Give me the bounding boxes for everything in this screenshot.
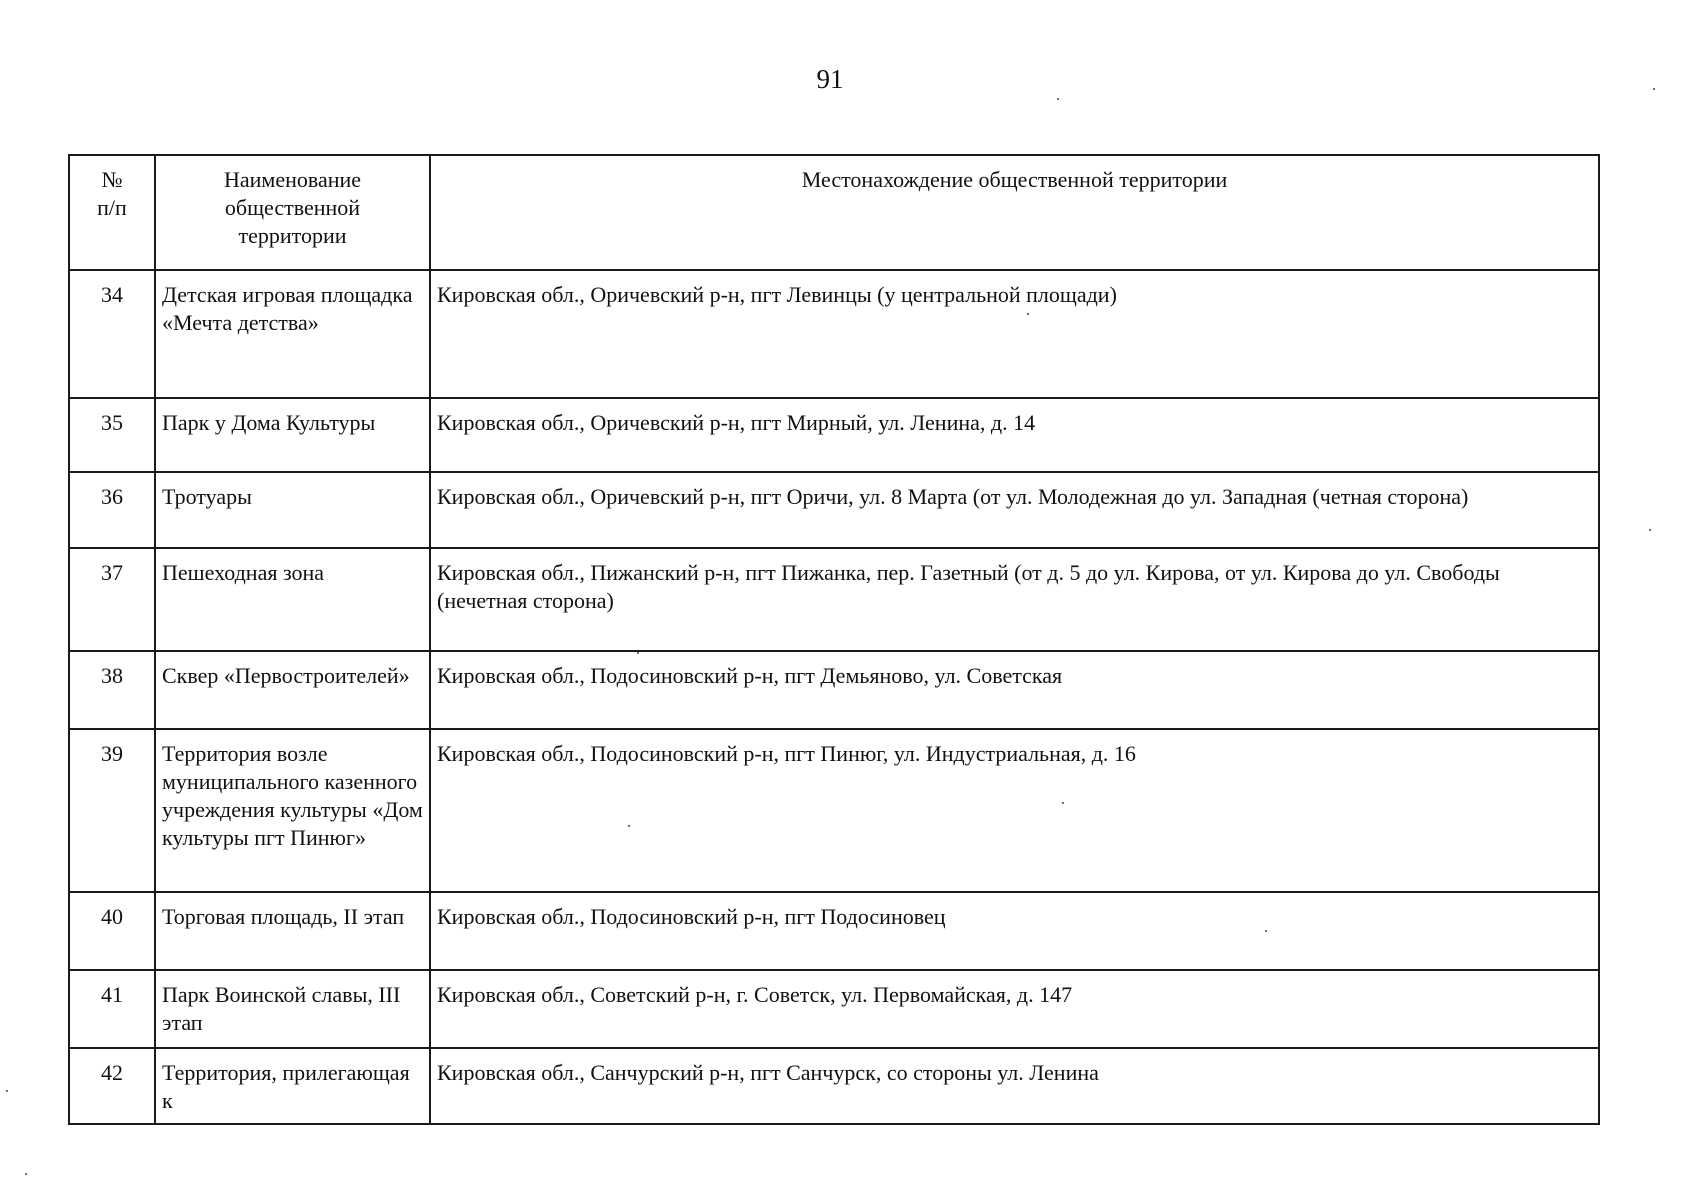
header-name	[155, 155, 430, 270]
row-location: Кировская обл., Оричевский р-н, пгт Левинцы (у центральной площади)	[430, 270, 1599, 398]
scan-speck	[1062, 802, 1064, 804]
row-number: 36	[69, 472, 155, 548]
table-row	[69, 651, 1599, 729]
header-location	[430, 155, 1599, 270]
scan-speck	[6, 1090, 8, 1092]
table-header-row	[69, 155, 1599, 270]
table-row	[69, 1048, 1599, 1124]
row-name: Тротуары	[155, 472, 430, 548]
row-number: 38	[69, 651, 155, 729]
row-location: Кировская обл., Пижанский р-н, пгт Пижанка, пер. Газетный (от д. 5 до ул. Кирова, от ул. Кирова до ул. Свободы (нечетная сторона)	[430, 548, 1599, 651]
row-location: Кировская обл., Оричевский р-н, пгт Оричи, ул. 8 Марта (от ул. Молодежная до ул. Западная (четная сторона)	[430, 472, 1599, 548]
table-row	[69, 472, 1599, 548]
row-location: Кировская обл., Подосиновский р-н, пгт Пинюг, ул. Индустриальная, д. 16	[430, 729, 1599, 892]
row-name: Пешеходная зона	[155, 548, 430, 651]
scan-speck	[628, 825, 630, 827]
row-number: 41	[69, 970, 155, 1048]
header-number-label: № п/п	[97, 167, 127, 220]
row-name: Парк у Дома Культуры	[155, 398, 430, 472]
table-row	[69, 548, 1599, 651]
row-location: Кировская обл., Оричевский р-н, пгт Мирный, ул. Ленина, д. 14	[430, 398, 1599, 472]
scan-speck	[1649, 529, 1651, 531]
row-name: Территория, прилегающая к	[155, 1048, 430, 1124]
scan-speck	[637, 652, 639, 654]
row-location: Кировская обл., Советский р-н, г. Советск, ул. Первомайская, д. 147	[430, 970, 1599, 1048]
row-location: Кировская обл., Подосиновский р-н, пгт Подосиновец	[430, 892, 1599, 970]
table-row	[69, 970, 1599, 1048]
table-row	[69, 892, 1599, 970]
table-row	[69, 270, 1599, 398]
row-name: Территория возле муниципального казенного учреждения культуры «Дом культуры пгт Пинюг»	[155, 729, 430, 892]
table-row	[69, 729, 1599, 892]
row-name: Детская игровая площадка «Мечта детства»	[155, 270, 430, 398]
row-number: 39	[69, 729, 155, 892]
scan-speck	[1265, 930, 1267, 932]
row-number: 34	[69, 270, 155, 398]
row-location: Кировская обл., Подосиновский р-н, пгт Демьяново, ул. Советская	[430, 651, 1599, 729]
row-number: 37	[69, 548, 155, 651]
page-number: 91	[816, 64, 844, 94]
table-row	[69, 398, 1599, 472]
scan-speck	[1057, 98, 1059, 100]
header-name-label: Наименование общественной территории	[223, 167, 362, 248]
row-name: Парк Воинской славы, III этап	[155, 970, 430, 1048]
scan-speck	[1027, 313, 1029, 315]
row-number: 42	[69, 1048, 155, 1124]
header-number	[69, 155, 155, 270]
header-location-label: Местонахождение общественной территории	[801, 167, 1228, 192]
scan-speck	[25, 1173, 27, 1175]
row-name: Сквер «Первостроителей»	[155, 651, 430, 729]
public-territories-table	[68, 154, 1600, 1125]
row-location: Кировская обл., Санчурский р-н, пгт Санчурск, со стороны ул. Ленина	[430, 1048, 1599, 1124]
row-number: 40	[69, 892, 155, 970]
scan-speck	[1653, 88, 1655, 90]
row-number: 35	[69, 398, 155, 472]
row-name: Торговая площадь, II этап	[155, 892, 430, 970]
